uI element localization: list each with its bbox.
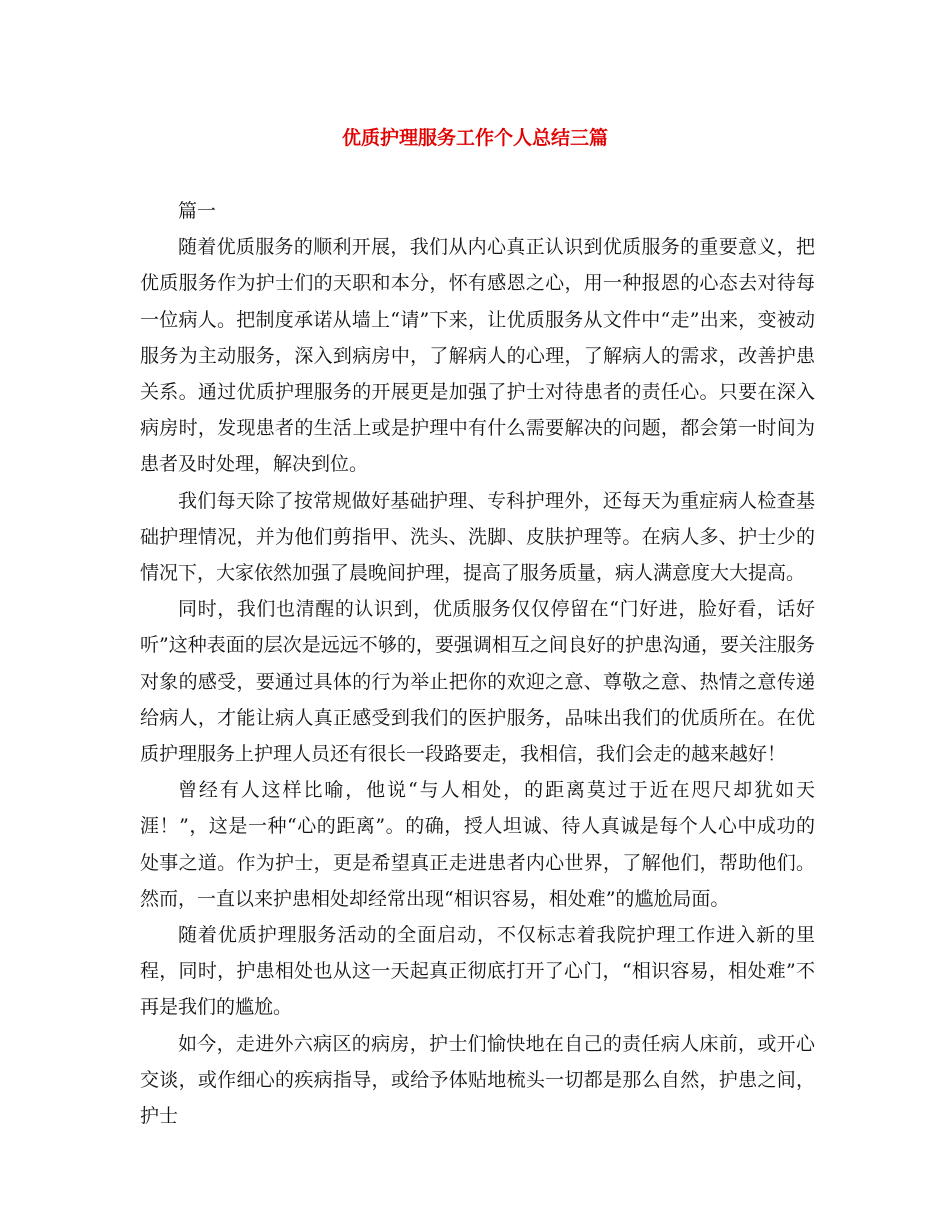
paragraph-6: 如今，走进外六病区的病房，护士们愉快地在自己的责任病人床前，或开心交谈，或作细心的疾病指导，或给予体贴地梳头一切都是那么自然，护患之间，护士 (140, 1032, 815, 1128)
paragraph-4: 曾经有人这样比喻，他说“与人相处，的距离莫过于近在咫尺却犹如天涯！”，这是一种“心的距离”。的确，授人坦诚、待人真诚是每个人心中成功的处事之道。作为护士，更是希望真正走进患者内心世界，了解他们，帮助他们。然而，一直以来护患相处却经常出现“相识容易，相处难”的尴尬局面。 (140, 779, 815, 910)
paragraph-3: 同时，我们也清醒的认识到，优质服务仅仅停留在“门好进，脸好看，话好听”这种表面的层次是远远不够的，要强调相互之间良好的护患沟通，要关注服务对象的感受，要通过具体的行为举止把你的欢迎之意、尊敬之意、热情之意传递给病人，才能让病人真正感受到我们的医护服务，品味出我们的优质所在。在优质护理服务上护理人员还有很长一段路要走，我相信，我们会走的越来越好！ (140, 598, 815, 766)
section-label: 篇一 (178, 200, 217, 222)
document-body (140, 193, 815, 1134)
paragraph-1: 随着优质服务的顺利开展，我们从内心真正认识到优质服务的重要意义，把优质服务作为护士们的天职和本分，怀有感恩之心，用一种报恩的心态去对待每一位病人。把制度承诺从墙上“请”下来，让优质服务从文件中“走”出来，变被动服务为主动服务，深入到病房中，了解病人的心理，了解病人的需求，改善护患关系。通过优质护理服务的开展更是加强了护士对待患者的责任心。只要在深入病房时，发现患者的生活上或是护理中有什么需要解决的问题，都会第一时间为患者及时处理，解决到位。 (140, 236, 815, 476)
document-title: 优质护理服务工作个人总结三篇 (341, 127, 608, 149)
paragraph-2: 我们每天除了按常规做好基础护理、专科护理外，还每天为重症病人检查基础护理情况，并为他们剪指甲、洗头、洗脚、皮肤护理等。在病人多、护士少的情况下，大家依然加强了晨晚间护理，提高了服务质量，病人满意度大大提高。 (140, 489, 815, 585)
paragraph-5: 随着优质护理服务活动的全面启动，不仅标志着我院护理工作进入新的里程，同时，护患相处也从这一天起真正彻底打开了心门，“相识容易，相处难”不再是我们的尴尬。 (140, 924, 815, 1019)
